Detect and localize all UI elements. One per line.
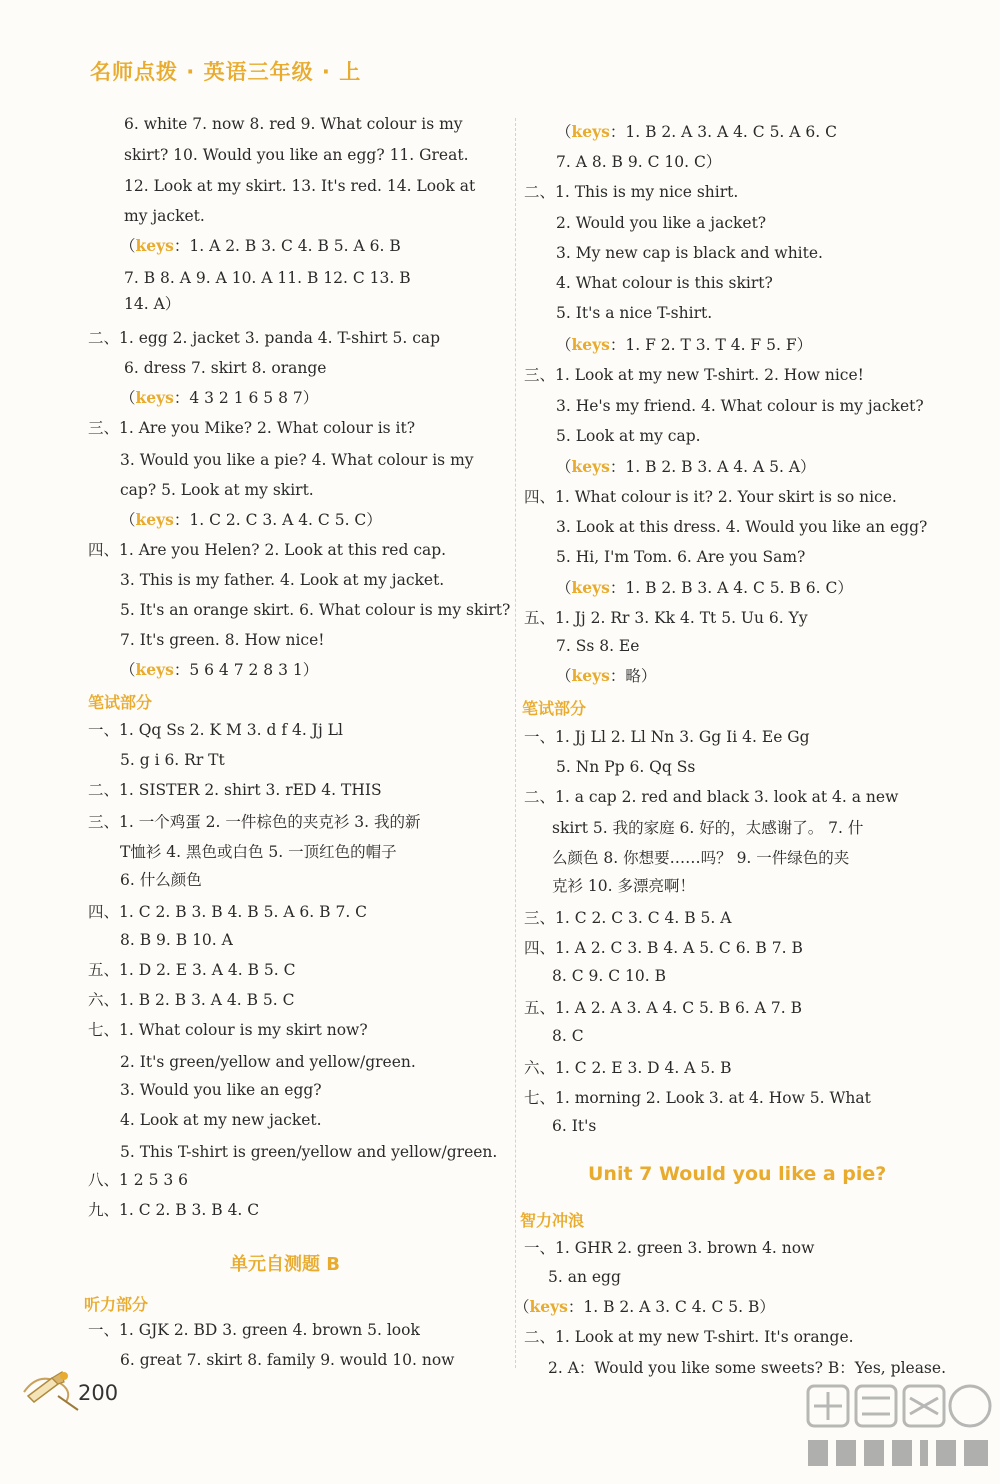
answer-line: 二、1. SISTER 2. shirt 3. rED 4. THIS: [88, 781, 382, 799]
answer-line: 四、1. A 2. C 3. B 4. A 5. C 6. B 7. B: [524, 939, 803, 957]
answer-line: 三、1. Look at my new T-shirt. 2. How nice!: [524, 366, 864, 384]
answer-line: 克衫 10. 多漂亮啊！: [552, 877, 696, 895]
answer-line: 8. C: [552, 1027, 584, 1045]
answer-line: skirt 5. 我的家庭 6. 好的，太感谢了。 7. 什: [552, 819, 864, 837]
keys-line: （keys：1. B 2. B 3. A 4. A 5. A）: [556, 457, 816, 476]
keys-line: （keys：1. F 2. T 3. T 4. F 5. F）: [556, 335, 813, 354]
answer-line: 么颜色 8. 你想要……吗？ 9. 一件绿色的夹: [552, 849, 850, 867]
section-heading: 笔试部分: [522, 699, 587, 718]
answer-line: 五、1. D 2. E 3. A 4. B 5. C: [88, 961, 296, 979]
answer-line: 3. Would you like a pie? 4. What colour is my: [120, 451, 474, 469]
answer-line: 九、1. C 2. B 3. B 4. C: [88, 1201, 260, 1219]
answer-line: 5. It's a nice T-shirt.: [556, 304, 713, 322]
answer-line: 二、1. egg 2. jacket 3. panda 4. T-shirt 5. cap: [88, 329, 441, 347]
answer-line: 四、1. What colour is it? 2. Your skirt is so nice.: [524, 488, 897, 506]
answer-line: 3. My new cap is black and white.: [556, 244, 823, 262]
keys-line: （keys：1. C 2. C 3. A 4. C 5. C）: [120, 510, 382, 529]
keys-line: （keys：1. B 2. B 3. A 4. C 5. B 6. C）: [556, 578, 853, 597]
answer-line: 5. This T-shirt is green/yellow and yellow/green.: [120, 1143, 498, 1161]
answer-line: cap? 5. Look at my skirt.: [120, 481, 314, 499]
answer-line: 三、1. C 2. C 3. C 4. B 5. A: [524, 909, 732, 927]
keys-line: （keys：4 3 2 1 6 5 8 7）: [120, 388, 319, 407]
answer-line: 7. Ss 8. Ee: [556, 637, 640, 655]
answer-line: 2. It's green/yellow and yellow/green.: [120, 1053, 416, 1071]
answer-line: 二、1. a cap 2. red and black 3. look at 4. a new: [524, 788, 899, 806]
unit-title: Unit 7 Would you like a pie?: [588, 1163, 887, 1185]
answer-line: 3. This is my father. 4. Look at my jacket.: [120, 571, 445, 589]
answer-line: 三、1. Are you Mike? 2. What colour is it?: [88, 419, 416, 437]
answer-line: 6. It's: [552, 1117, 597, 1135]
keys-label: keys: [135, 660, 174, 679]
answer-line: 二、1. This is my nice shirt.: [524, 183, 739, 201]
answer-line: 七、1. What colour is my skirt now?: [88, 1021, 368, 1039]
answer-line: 7. A 8. B 9. C 10. C）: [556, 153, 722, 171]
answer-line: 六、1. C 2. E 3. D 4. A 5. B: [524, 1059, 732, 1077]
answer-line: 5. Nn Pp 6. Qq Ss: [556, 758, 696, 776]
keys-label: keys: [135, 388, 174, 407]
answer-line: 6. dress 7. skirt 8. orange: [124, 359, 327, 377]
answer-line: 4. Look at my new jacket.: [120, 1111, 322, 1129]
test-title: 单元自测题 B: [230, 1254, 340, 1275]
answer-line: 2. A：Would you like some sweets? B：Yes, please.: [548, 1359, 946, 1377]
answer-line: 5. g i 6. Rr Tt: [120, 751, 225, 769]
answer-line: 6. 什么颜色: [120, 871, 202, 889]
answer-line: 5. Look at my cap.: [556, 427, 701, 445]
answer-line: 五、1. A 2. A 3. A 4. C 5. B 6. A 7. B: [524, 999, 802, 1017]
section-heading: 智力冲浪: [520, 1211, 585, 1230]
column-divider: [515, 118, 516, 1368]
answer-line: 8. B 9. B 10. A: [120, 931, 233, 949]
answer-line: 2. Would you like a jacket?: [556, 214, 767, 232]
keys-line: （keys：1. A 2. B 3. C 4. B 5. A 6. B: [120, 236, 401, 255]
answer-line: 5. Hi, I'm Tom. 6. Are you Sam?: [556, 548, 806, 566]
section-heading: 笔试部分: [88, 693, 153, 712]
answer-line: 一、1. GHR 2. green 3. brown 4. now: [524, 1239, 815, 1257]
section-heading: 听力部分: [84, 1295, 149, 1314]
answer-line: 七、1. morning 2. Look 3. at 4. How 5. What: [524, 1089, 871, 1107]
answer-line: 6. white 7. now 8. red 9. What colour is my: [124, 115, 463, 133]
page-header-title: 名师点拨 · 英语三年级 · 上: [90, 60, 362, 84]
answer-line: 三、1. 一个鸡蛋 2. 一件棕色的夹克衫 3. 我的新: [88, 813, 421, 831]
answer-line: 五、1. Jj 2. Rr 3. Kk 4. Tt 5. Uu 6. Yy: [524, 609, 808, 627]
answer-line: 一、1. Qq Ss 2. K M 3. d f 4. Jj Ll: [88, 721, 343, 739]
answer-line: 12. Look at my skirt. 13. It's red. 14. Look at: [124, 177, 476, 195]
answer-line: 5. an egg: [548, 1268, 621, 1286]
answer-line: 四、1. C 2. B 3. B 4. B 5. A 6. B 7. C: [88, 903, 368, 921]
answer-line: T恤衫 4. 黑色或白色 5. 一顶红色的帽子: [120, 843, 397, 861]
keys-label: keys: [571, 578, 610, 597]
answer-line: 3. He's my friend. 4. What colour is my jacket?: [556, 397, 924, 415]
answer-line: 六、1. B 2. B 3. A 4. B 5. C: [88, 991, 295, 1009]
keys-label: keys: [571, 457, 610, 476]
answer-line: 5. It's an orange skirt. 6. What colour is my skirt?: [120, 601, 511, 619]
keys-label: keys: [529, 1297, 568, 1316]
answer-line: 7. It's green. 8. How nice!: [120, 631, 325, 649]
keys-line: （keys：1. B 2. A 3. A 4. C 5. A 6. C: [556, 122, 837, 141]
answer-line: 四、1. Are you Helen? 2. Look at this red cap.: [88, 541, 447, 559]
answer-line: skirt? 10. Would you like an egg? 11. Great.: [124, 146, 469, 164]
answer-line: 4. What colour is this skirt?: [556, 274, 773, 292]
answer-line: 一、1. GJK 2. BD 3. green 4. brown 5. look: [88, 1321, 420, 1339]
answer-line: 一、1. Jj Ll 2. Ll Nn 3. Gg Ii 4. Ee Gg: [524, 728, 810, 746]
keys-label: keys: [135, 510, 174, 529]
watermark-logo-icon: [800, 1378, 996, 1478]
answer-line: 八、1 2 5 3 6: [88, 1171, 189, 1189]
answer-line: my jacket.: [124, 207, 205, 225]
answer-line: 14. A）: [124, 295, 181, 313]
keys-line: （keys：1. B 2. A 3. C 4. C 5. B）: [514, 1297, 775, 1316]
answer-line: 二、1. Look at my new T-shirt. It's orange.: [524, 1328, 854, 1346]
keys-line: （keys：5 6 4 7 2 8 3 1）: [120, 660, 319, 679]
keys-line: （keys：略）: [556, 666, 657, 685]
keys-label: keys: [135, 236, 174, 255]
answer-line: 7. B 8. A 9. A 10. A 11. B 12. C 13. B: [124, 269, 411, 287]
answer-line: 8. C 9. C 10. B: [552, 967, 666, 985]
answer-line: 6. great 7. skirt 8. family 9. would 10. now: [120, 1351, 455, 1369]
keys-label: keys: [571, 122, 610, 141]
answer-line: 3. Would you like an egg?: [120, 1081, 322, 1099]
keys-label: keys: [571, 666, 610, 685]
keys-label: keys: [571, 335, 610, 354]
page-number: 200: [78, 1381, 119, 1405]
answer-line: 3. Look at this dress. 4. Would you like an egg?: [556, 518, 928, 536]
